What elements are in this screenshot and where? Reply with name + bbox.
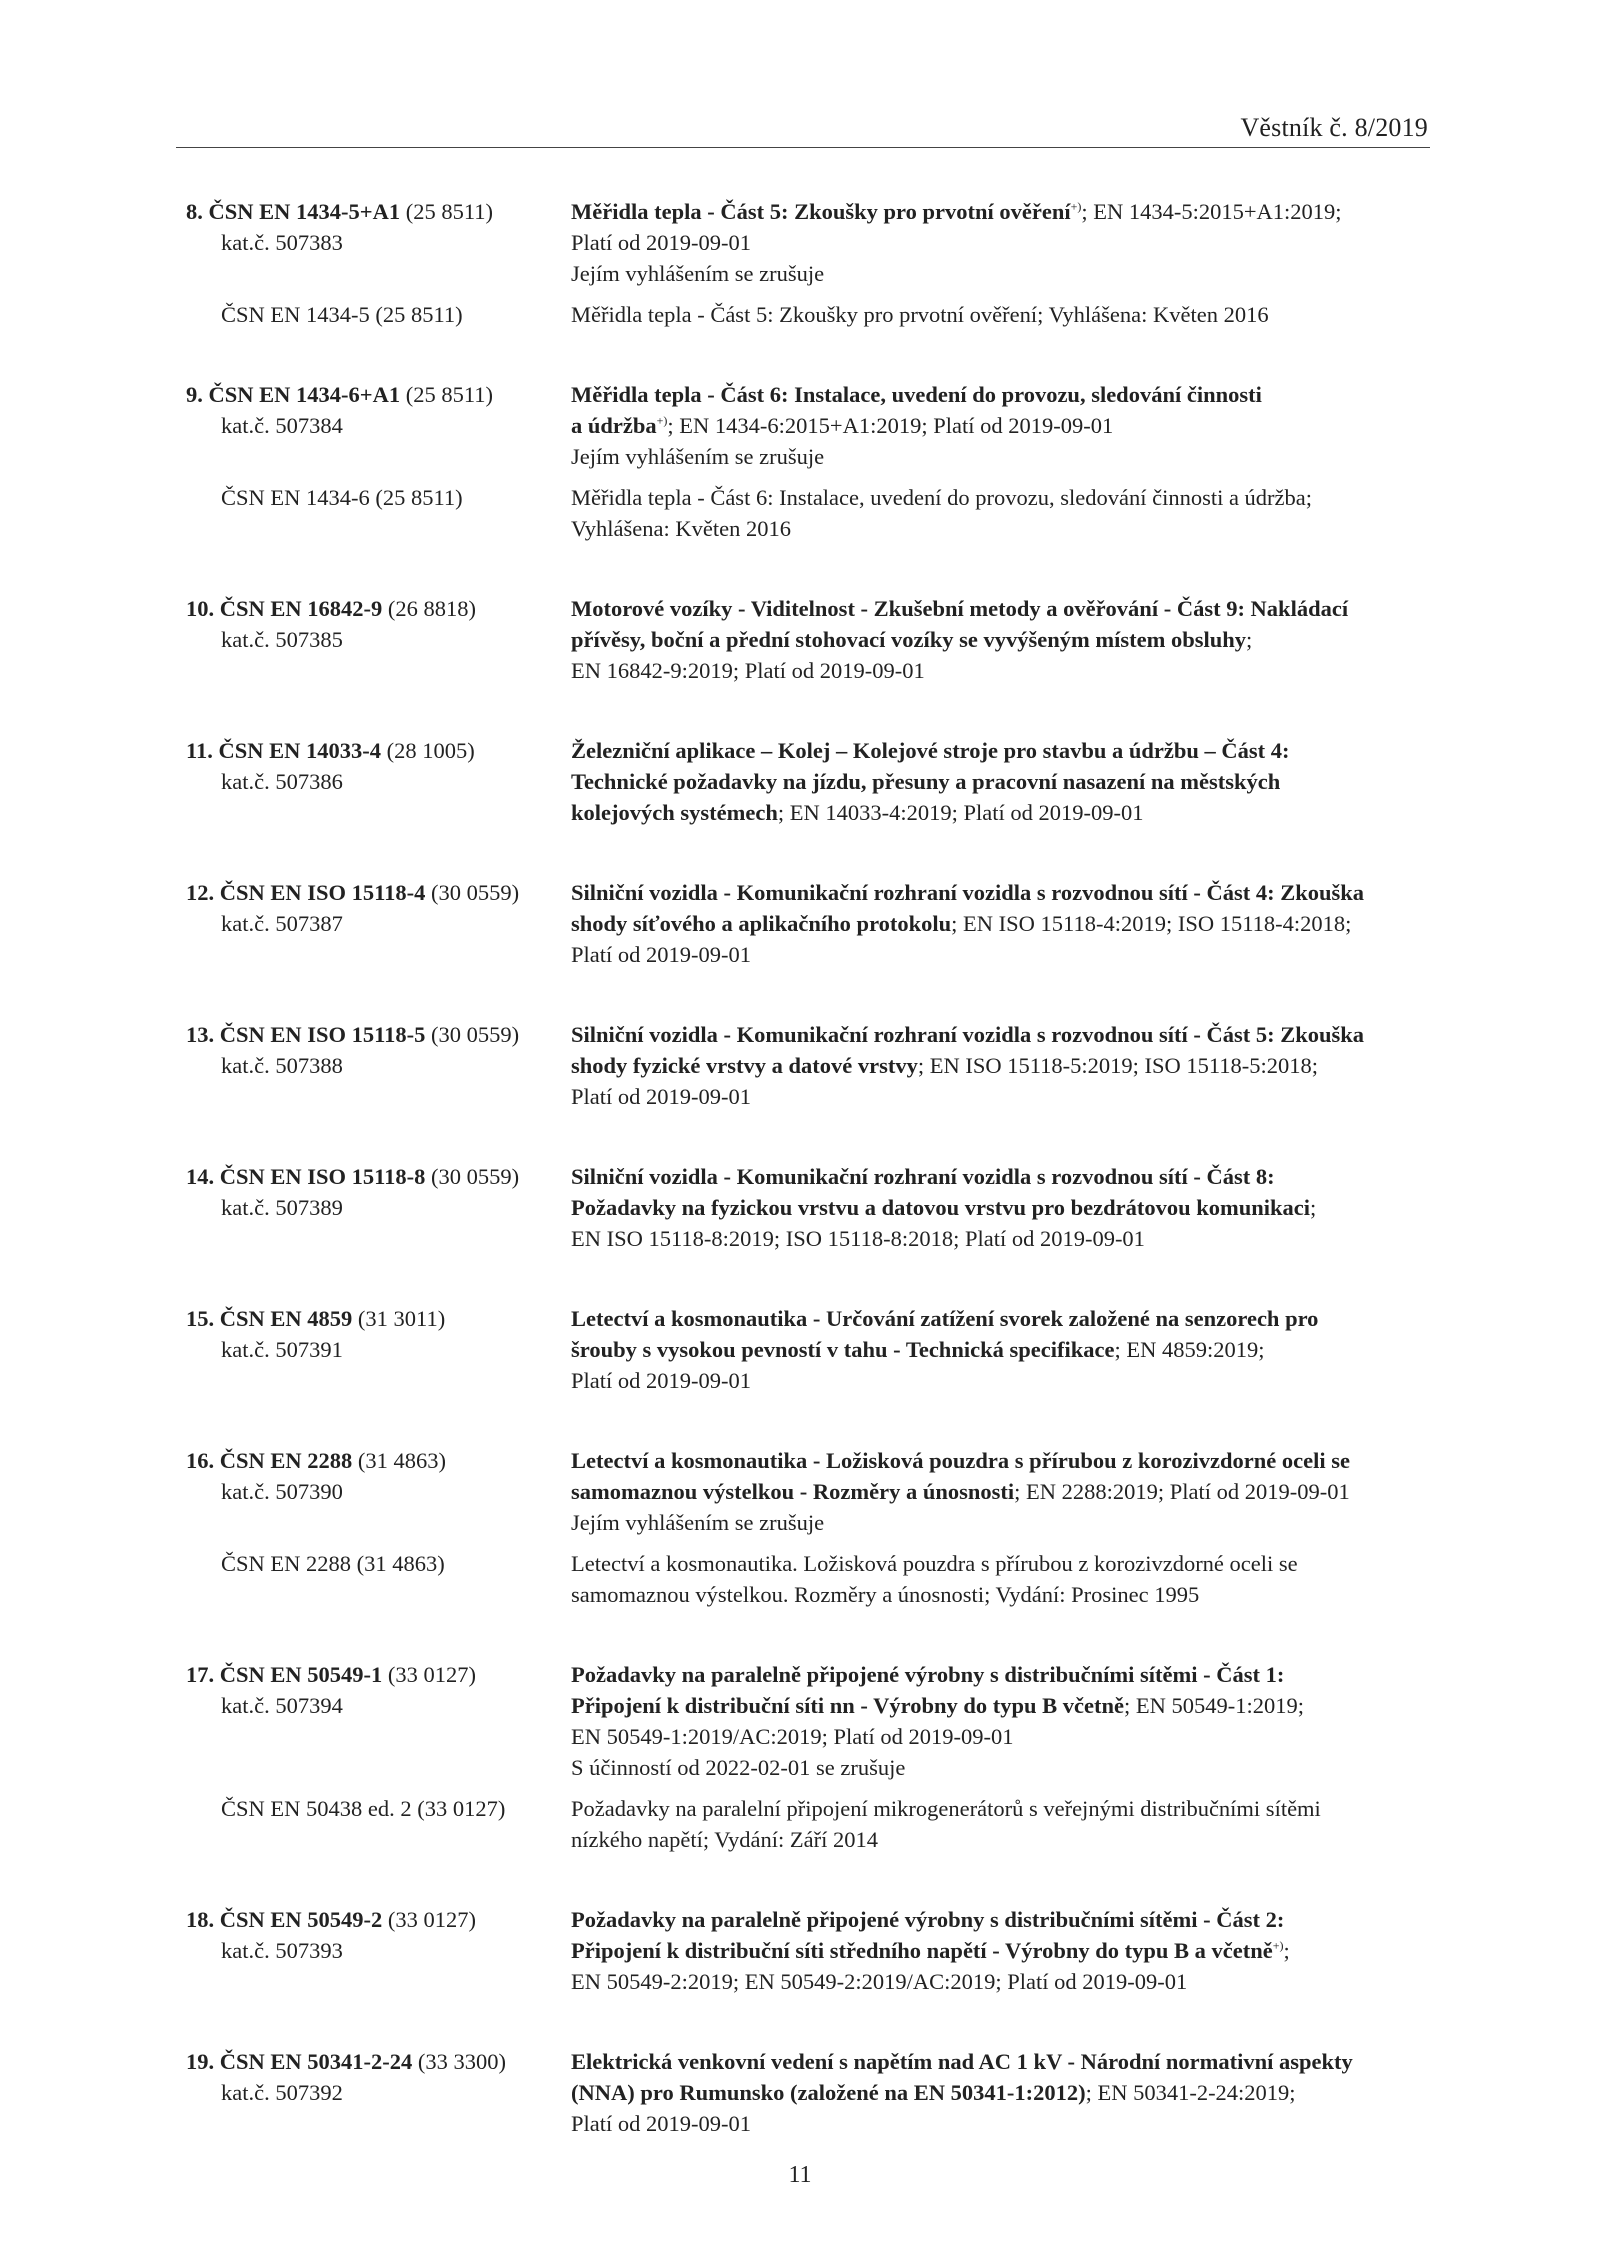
standard-details: EN 16842-9:2019; Platí od 2019-09-01 (571, 658, 925, 683)
standard-title: Silniční vozidla - Komunikační rozhraní vozidla s rozvodnou sítí - Část 4: Zkouška (571, 880, 1365, 905)
class-code: (31 3011) (357, 1306, 446, 1331)
class-code: (25 8511) (405, 199, 493, 224)
standard-code: ČSN EN 50549-2 (219, 1907, 383, 1932)
standard-title-cont: Požadavky na fyzickou vrstvu a datovou vrstvu pro bezdrátovou komunikaci (571, 1195, 1311, 1220)
standard-title-end: kolejových systémech (571, 800, 778, 825)
catalog-number: kat.č. 507390 (221, 1479, 343, 1504)
standard-details: ; EN ISO 15118-5:2019; ISO 15118-5:2018; (917, 1053, 1319, 1078)
catalog-number: kat.č. 507385 (221, 627, 343, 652)
catalog-number: kat.č. 507392 (221, 2080, 343, 2105)
class-code: (30 0559) (431, 1022, 520, 1047)
page-number: 11 (788, 2162, 812, 2188)
replaced-standard-date: samomaznou výstelkou. Rozměry a únosnosti; Vydání: Prosinec 1995 (571, 1582, 1200, 1607)
standard-code: ČSN EN ISO 15118-8 (219, 1164, 426, 1189)
standard-entry (186, 196, 1436, 330)
entry-number: 9. (186, 382, 203, 407)
standard-entry (186, 1445, 1436, 1610)
standard-details: ; EN 4859:2019; (1114, 1337, 1265, 1362)
standard-code: ČSN EN 16842-9 (219, 596, 383, 621)
class-code: (28 1005) (386, 738, 475, 763)
standard-code: ČSN EN 1434-6+A1 (208, 382, 401, 407)
standard-entry (186, 1904, 1436, 1997)
standard-details-cont: EN 50549-1:2019/AC:2019; Platí od 2019-09-01 (571, 1724, 1014, 1749)
entry-number: 18. (186, 1907, 215, 1932)
catalog-number: kat.č. 507384 (221, 413, 343, 438)
entry-number: 13. (186, 1022, 215, 1047)
standard-title: Motorové vozíky - Viditelnost - Zkušební metody a ověřování - Část 9: Nakládací (571, 596, 1349, 621)
replacement-note: Jejím vyhlášením se zrušuje (571, 444, 825, 469)
replacement-note: Jejím vyhlášením se zrušuje (571, 261, 825, 286)
standard-code: ČSN EN 50549-1 (219, 1662, 383, 1687)
standard-details: ; EN 14033-4:2019; Platí od 2019-09-01 (777, 800, 1144, 825)
replaced-standard-title: Měřidla tepla - Část 5: Zkoušky pro prvotní ověření; Vyhlášena: Květen 2016 (571, 302, 1269, 327)
replaced-standard-code: ČSN EN 1434-6 (25 8511) (221, 485, 463, 510)
standard-title-cont: shody síťového a aplikačního protokolu (571, 911, 952, 936)
standard-title-cont: Připojení k distribuční síti nn - Výrobny do typu B včetně (571, 1693, 1125, 1718)
catalog-number: kat.č. 507386 (221, 769, 343, 794)
standard-title-cont: samomaznou výstelkou - Rozměry a únosnosti (571, 1479, 1015, 1504)
replaced-standard-date: nízkého napětí; Vydání: Září 2014 (571, 1827, 879, 1852)
standard-code: ČSN EN 50341-2-24 (219, 2049, 413, 2074)
class-code: (31 4863) (357, 1448, 447, 1473)
class-code: (26 8818) (387, 596, 477, 621)
replaced-standard-code: ČSN EN 50438 ed. 2 (33 0127) (221, 1796, 506, 1821)
standard-details: ; EN 50549-1:2019; (1124, 1693, 1305, 1718)
standard-details: ; EN 2288:2019; Platí od 2019-09-01 (1014, 1479, 1350, 1504)
standard-title-cont: Připojení k distribuční síti středního napětí - Výrobny do typu B a včetně (571, 1938, 1273, 1963)
page-header (176, 105, 1430, 148)
valid-from: Platí od 2019-09-01 (571, 1368, 751, 1393)
entry-number: 11. (186, 738, 213, 763)
standard-details: ; EN 1434-6:2015+A1:2019; Platí od 2019-09-01 (667, 413, 1114, 438)
replaced-standard-title: Letectví a kosmonautika. Ložisková pouzdra s přírubou z korozivzdorné oceli se (571, 1551, 1298, 1576)
standard-details: ; EN 50341-2-24:2019; (1085, 2080, 1296, 2105)
separator: ; (1310, 1195, 1317, 1220)
replacement-note: Jejím vyhlášením se zrušuje (571, 1510, 825, 1535)
catalog-number: kat.č. 507394 (221, 1693, 343, 1718)
standard-title: Letectví a kosmonautika - Ložisková pouzdra s přírubou z korozivzdorné oceli se (571, 1448, 1350, 1473)
class-code: (33 0127) (387, 1662, 477, 1687)
entry-number: 17. (186, 1662, 215, 1687)
standard-title: Požadavky na paralelně připojené výrobny s distribučními sítěmi - Část 2: (571, 1907, 1285, 1932)
entry-number: 14. (186, 1164, 215, 1189)
standard-title: Železniční aplikace – Kolej – Kolejové stroje pro stavbu a údržbu – Část 4: (571, 738, 1290, 763)
standard-title-cont: shody fyzické vrstvy a datové vrstvy (571, 1053, 918, 1078)
standard-code: ČSN EN 1434-5+A1 (208, 199, 401, 224)
standard-code: ČSN EN ISO 15118-4 (219, 880, 426, 905)
standard-entry (186, 379, 1436, 544)
standard-title: Požadavky na paralelně připojené výrobny s distribučními sítěmi - Část 1: (571, 1662, 1285, 1687)
class-code: (30 0559) (431, 1164, 520, 1189)
standard-code: ČSN EN ISO 15118-5 (219, 1022, 426, 1047)
replaced-standard-code: ČSN EN 2288 (31 4863) (221, 1551, 445, 1576)
standard-title-cont: Technické požadavky na jízdu, přesuny a pracovní nasazení na městských (571, 769, 1281, 794)
entry-number: 15. (186, 1306, 215, 1331)
standard-title: Měřidla tepla - Část 6: Instalace, uvedení do provozu, sledování činnosti (571, 382, 1262, 407)
standard-title: Silniční vozidla - Komunikační rozhraní vozidla s rozvodnou sítí - Část 5: Zkouška (571, 1022, 1365, 1047)
standard-code: ČSN EN 4859 (219, 1306, 353, 1331)
standard-entry (186, 1019, 1436, 1112)
separator: ; (1283, 1938, 1290, 1963)
class-code: (33 0127) (387, 1907, 477, 1932)
standard-code: ČSN EN 14033-4 (218, 738, 382, 763)
catalog-number: kat.č. 507388 (221, 1053, 343, 1078)
standard-details: ; EN 1434-5:2015+A1:2019; (1081, 199, 1342, 224)
standards-list (186, 196, 1436, 2188)
valid-from: Platí od 2019-09-01 (571, 942, 751, 967)
standard-title-cont: a údržba (571, 413, 657, 438)
standard-title: Silniční vozidla - Komunikační rozhraní vozidla s rozvodnou sítí - Část 8: (571, 1164, 1275, 1189)
standard-title: Měřidla tepla - Část 5: Zkoušky pro prvotní ověření (571, 199, 1071, 224)
class-code: (33 3300) (417, 2049, 507, 2074)
replaced-standard-code: ČSN EN 1434-5 (25 8511) (221, 302, 463, 327)
replacement-note: S účinností od 2022-02-01 se zrušuje (571, 1755, 906, 1780)
footnote-mark: +) (1070, 199, 1082, 214)
footnote-mark: +) (1272, 1938, 1284, 1953)
catalog-number: kat.č. 507383 (221, 230, 343, 255)
standard-entry (186, 1659, 1436, 1855)
class-code: (25 8511) (405, 382, 493, 407)
valid-from: Platí od 2019-09-01 (571, 230, 751, 255)
standard-details: EN 50549-2:2019; EN 50549-2:2019/AC:2019; Platí od 2019-09-01 (571, 1969, 1188, 1994)
replaced-standard-title: Měřidla tepla - Část 6: Instalace, uvedení do provozu, sledování činnosti a údržba; (571, 485, 1313, 510)
catalog-number: kat.č. 507391 (221, 1337, 343, 1362)
standard-details: ; EN ISO 15118-4:2019; ISO 15118-4:2018; (951, 911, 1352, 936)
replaced-standard-title: Požadavky na paralelní připojení mikrogenerátorů s veřejnými distribučními sítěmi (571, 1796, 1321, 1821)
class-code: (30 0559) (431, 880, 520, 905)
standard-entry (186, 877, 1436, 970)
replaced-standard-date: Vyhlášena: Květen 2016 (571, 516, 791, 541)
standard-entry (186, 2046, 1436, 2139)
catalog-number: kat.č. 507393 (221, 1938, 343, 1963)
entry-number: 12. (186, 880, 215, 905)
valid-from: Platí od 2019-09-01 (571, 1084, 751, 1109)
entry-number: 19. (186, 2049, 215, 2074)
standard-code: ČSN EN 2288 (219, 1448, 353, 1473)
separator: ; (1246, 627, 1253, 652)
standard-title-cont: přívěsy, boční a přední stohovací vozíky se vyvýšeným místem obsluhy (571, 627, 1247, 652)
standard-title-cont: (NNA) pro Rumunsko (založené na EN 50341-1:2012) (571, 2080, 1086, 2105)
standard-title: Letectví a kosmonautika - Určování zatížení svorek založené na senzorech pro (571, 1306, 1319, 1331)
entry-number: 10. (186, 596, 215, 621)
bulletin-title: Věstník č. 8/2019 (1240, 113, 1428, 142)
standard-details: EN ISO 15118-8:2019; ISO 15118-8:2018; Platí od 2019-09-01 (571, 1226, 1145, 1251)
catalog-number: kat.č. 507389 (221, 1195, 343, 1220)
footnote-mark: +) (656, 413, 668, 428)
standard-entry (186, 1303, 1436, 1396)
standard-entry (186, 593, 1436, 686)
standard-title-cont: šrouby s vysokou pevností v tahu - Technická specifikace (571, 1337, 1115, 1362)
standard-entry (186, 735, 1436, 828)
entry-number: 16. (186, 1448, 215, 1473)
standard-entry (186, 1161, 1436, 1254)
entry-number: 8. (186, 199, 203, 224)
valid-from: Platí od 2019-09-01 (571, 2111, 751, 2136)
standard-title: Elektrická venkovní vedení s napětím nad AC 1 kV - Národní normativní aspekty (571, 2049, 1353, 2074)
catalog-number: kat.č. 507387 (221, 911, 343, 936)
